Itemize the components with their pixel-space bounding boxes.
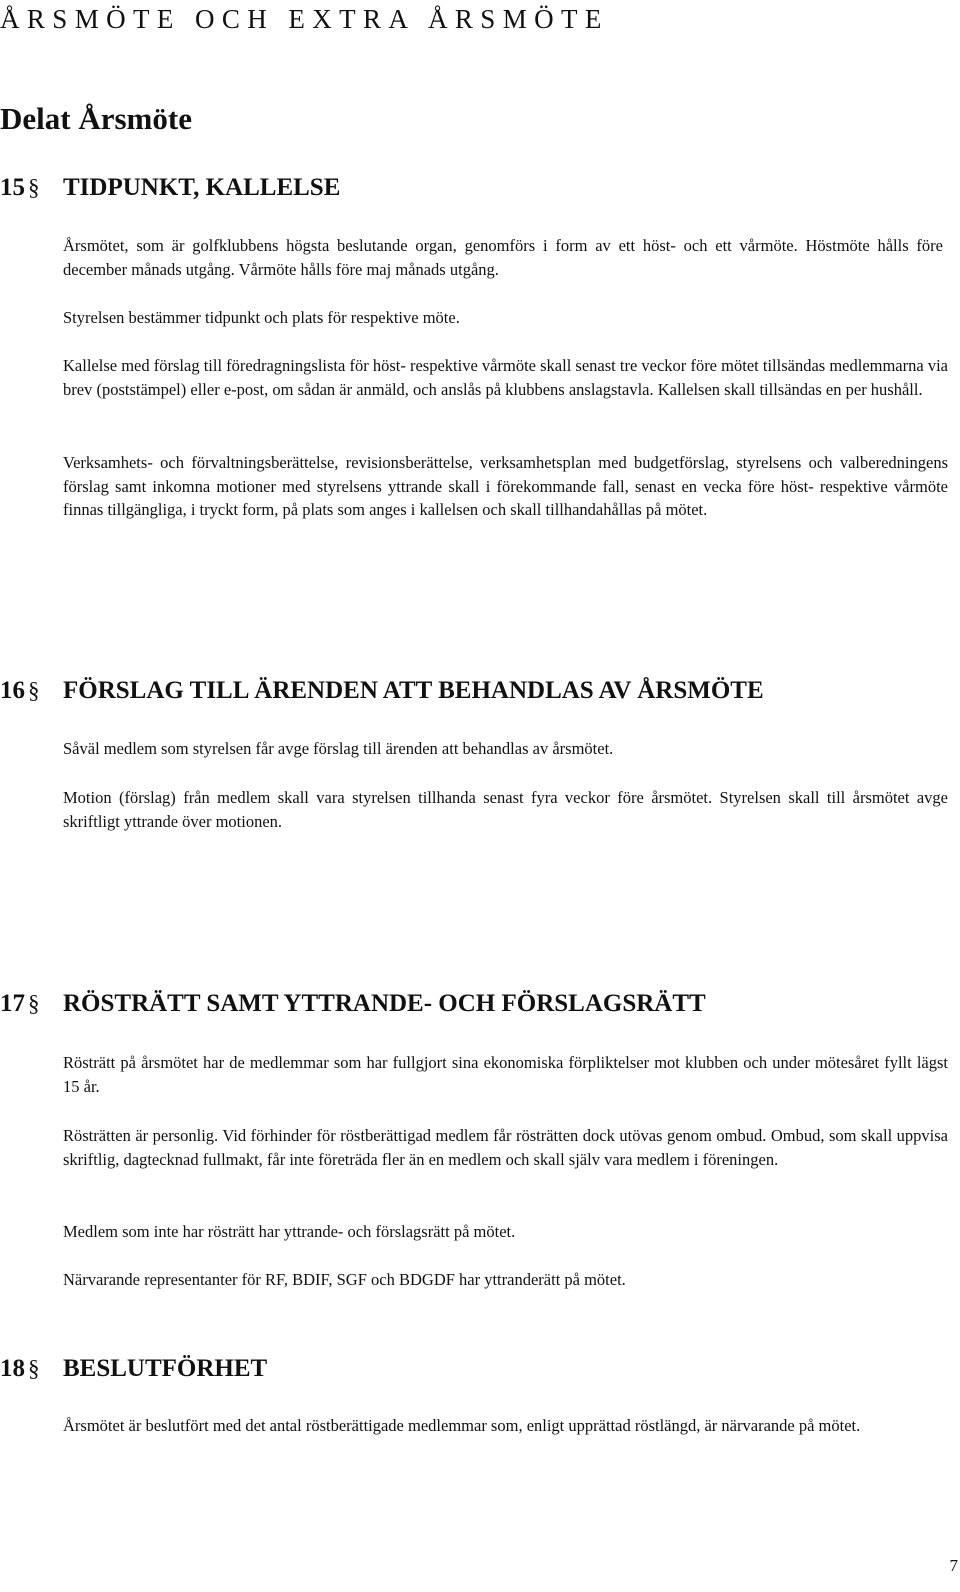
section-number: 17 (0, 990, 25, 1017)
section-heading-18 (0, 1355, 267, 1383)
document-title: ÅRSMÖTE OCH EXTRA ÅRSMÖTE (0, 4, 609, 34)
section-heading-15 (0, 174, 340, 202)
section-title: RÖSTRÄTT SAMT YTTRANDE- OCH FÖRSLAGSRÄTT (63, 990, 706, 1017)
section-heading-16 (0, 677, 764, 705)
section-number: 18 (0, 1355, 25, 1382)
section-title: TIDPUNKT, KALLELSE (63, 174, 341, 201)
part-title: Delat Årsmöte (0, 101, 192, 136)
paragraph: Såväl medlem som styrelsen får avge förslag till ärenden att behandlas av årsmötet. (63, 739, 614, 758)
page-number: 7 (949, 1556, 958, 1575)
section-title: BESLUTFÖRHET (63, 1355, 268, 1382)
section-title: FÖRSLAG TILL ÄRENDEN ATT BEHANDLAS AV ÅRSMÖTE (63, 677, 764, 704)
section-number: 15 (0, 174, 25, 201)
paragraph-sign: § (28, 175, 40, 200)
section-number: 16 (0, 677, 25, 704)
paragraph: Motion (förslag) från medlem skall vara styrelsen tillhanda senast fyra veckor före årsmötet. Styrelsen skall till årsmötet avge skriftligt yttrande över motionen. (63, 788, 948, 831)
paragraph: Medlem som inte har rösträtt har yttrande- och förslagsrätt på mötet. (63, 1222, 516, 1241)
paragraph: Rösträtt på årsmötet har de medlemmar som har fullgjort sina ekonomiska förpliktelser mot klubben och under mötesåret fyllt lägst 15 år. (63, 1053, 948, 1096)
paragraph: Årsmötet är beslutfört med det antal röstberättigade medlemmar som, enligt upprättad röstlängd, är närvarande på mötet. (63, 1416, 861, 1435)
paragraph: Verksamhets- och förvaltningsberättelse, revisionsberättelse, verksamhetsplan med budgetförslag, styrelsens och valberedningens förslag samt inkomna motioner med styrelsens yttrande skall i förekommande fall, senast en vecka före höst- respektive vårmöte finnas tillgängliga, i tryckt form, på plats som anges i kallelsen och skall tillhandahållas på mötet. (63, 453, 948, 519)
section-heading-17 (0, 990, 706, 1018)
paragraph-sign: § (28, 678, 40, 703)
paragraph: Årsmötet, som är golfklubbens högsta beslutande organ, genomförs i form av ett höst- och ett vårmöte. Höstmöte hålls före december månads utgång. Vårmöte hålls före maj månads utgång. (63, 236, 943, 279)
paragraph-sign: § (28, 991, 40, 1016)
paragraph: Kallelse med förslag till föredragningslista för höst- respektive vårmöte skall senast tre veckor före mötet tillsändas medlemmarna via brev (poststämpel) eller e-post, om sådan är anmäld, och anslås på klubbens anslagstavla. Kallelsen skall tillsändas en per hushåll. (63, 356, 948, 399)
paragraph: Styrelsen bestämmer tidpunkt och plats för respektive möte. (63, 308, 460, 327)
paragraph: Närvarande representanter för RF, BDIF, SGF och BDGDF har yttranderätt på mötet. (63, 1270, 626, 1289)
paragraph-sign: § (28, 1356, 40, 1381)
paragraph: Rösträtten är personlig. Vid förhinder för röstberättigad medlem får rösträtten dock utövas genom ombud. Ombud, som skall uppvisa skriftlig, dagtecknad fullmakt, får inte företräda fler än en medlem och skall själv vara medlem i föreningen. (63, 1126, 948, 1169)
